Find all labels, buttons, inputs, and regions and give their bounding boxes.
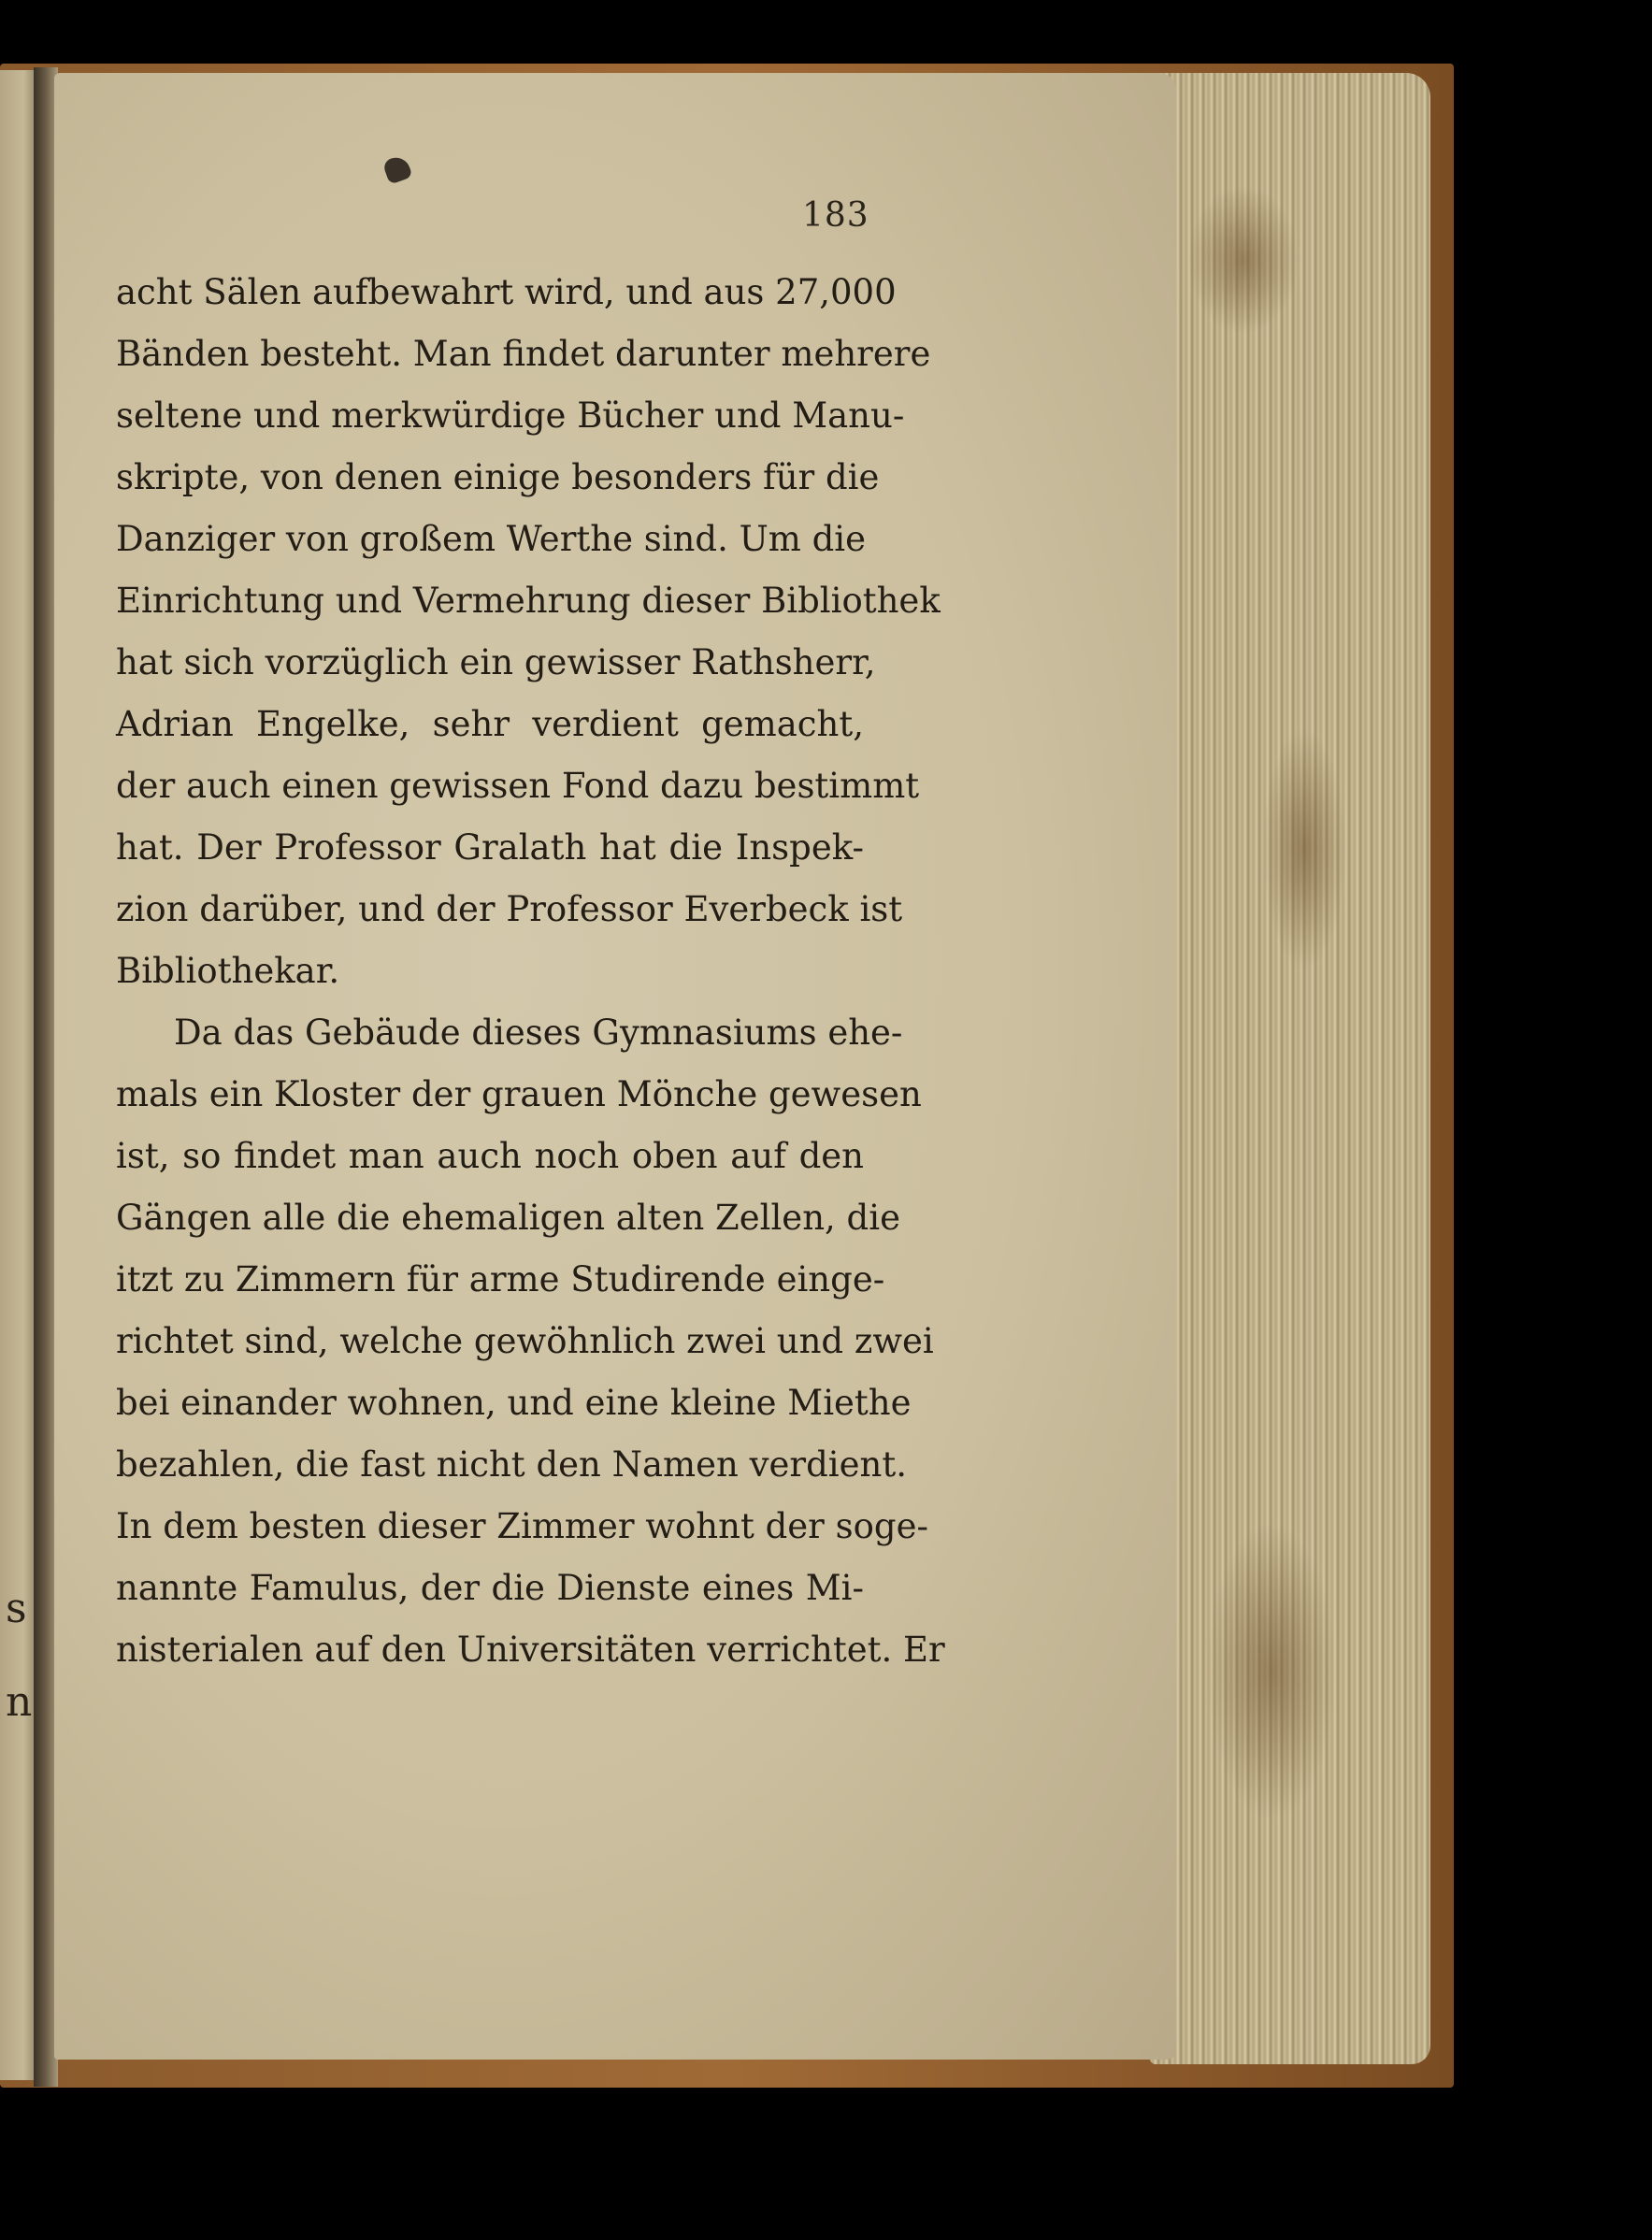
text-line: Einrichtung und Vermehrung dieser Bibliothek — [116, 581, 941, 621]
text-line: nannte Famulus, der die Dienste eines Mi- — [116, 1568, 864, 1608]
text-line: Danziger von großem Werthe sind. Um die — [116, 519, 867, 559]
text-line: Gängen alle die ehemaligen alten Zellen, die — [116, 1198, 900, 1238]
text-line: acht Sälen aufbewahrt wird, und aus 27,000 — [116, 272, 897, 312]
text-line: der auch einen gewissen Fond dazu bestimmt — [116, 766, 920, 806]
text-line: bezahlen, die fast nicht den Namen verdient. — [116, 1444, 907, 1485]
page-number: 183 — [802, 196, 869, 235]
text-line: ist, so findet man auch noch oben auf den — [116, 1136, 864, 1176]
text-line: zion darüber, und der Professor Everbeck ist — [116, 889, 903, 929]
text-line: seltene und merkwürdige Bücher und Manu- — [116, 395, 905, 436]
text-line: bei einander wohnen, und eine kleine Miethe — [116, 1383, 912, 1423]
paragraph — [116, 262, 941, 1002]
water-stain — [1206, 1522, 1337, 1821]
text-line: richtet sind, welche gewöhnlich zwei und zwei — [116, 1321, 934, 1361]
text-line: Bänden besteht. Man findet darunter mehrere — [116, 334, 931, 374]
paragraph — [116, 1002, 945, 1681]
water-stain — [1187, 185, 1300, 335]
deckled-page-edges — [1150, 73, 1430, 2064]
water-stain — [1262, 727, 1346, 970]
text-line: skripte, von denen einige besonders für die — [116, 457, 880, 497]
page-text — [116, 262, 945, 1681]
text-line: In dem besten dieser Zimmer wohnt der soge- — [116, 1506, 928, 1546]
text-line: mals ein Kloster der grauen Mönche gewesen — [116, 1074, 922, 1114]
text-line: Adrian Engelke, sehr verdient gemacht, — [116, 704, 864, 744]
left-page-fragment: n — [6, 1678, 33, 1726]
text-line: hat. Der Professor Gralath hat die Inspek- — [116, 827, 864, 868]
text-line: nisterialen auf den Universitäten verrichtet. Er — [116, 1630, 945, 1670]
left-page-fragment: s — [6, 1585, 27, 1632]
text-line: hat sich vorzüglich ein gewisser Rathsherr, — [116, 642, 876, 682]
text-line: itzt zu Zimmern für arme Studirende einge- — [116, 1259, 885, 1299]
text-line: Bibliothekar. — [116, 951, 340, 991]
text-line: Da das Gebäude dieses Gymnasiums ehe- — [174, 1012, 903, 1053]
